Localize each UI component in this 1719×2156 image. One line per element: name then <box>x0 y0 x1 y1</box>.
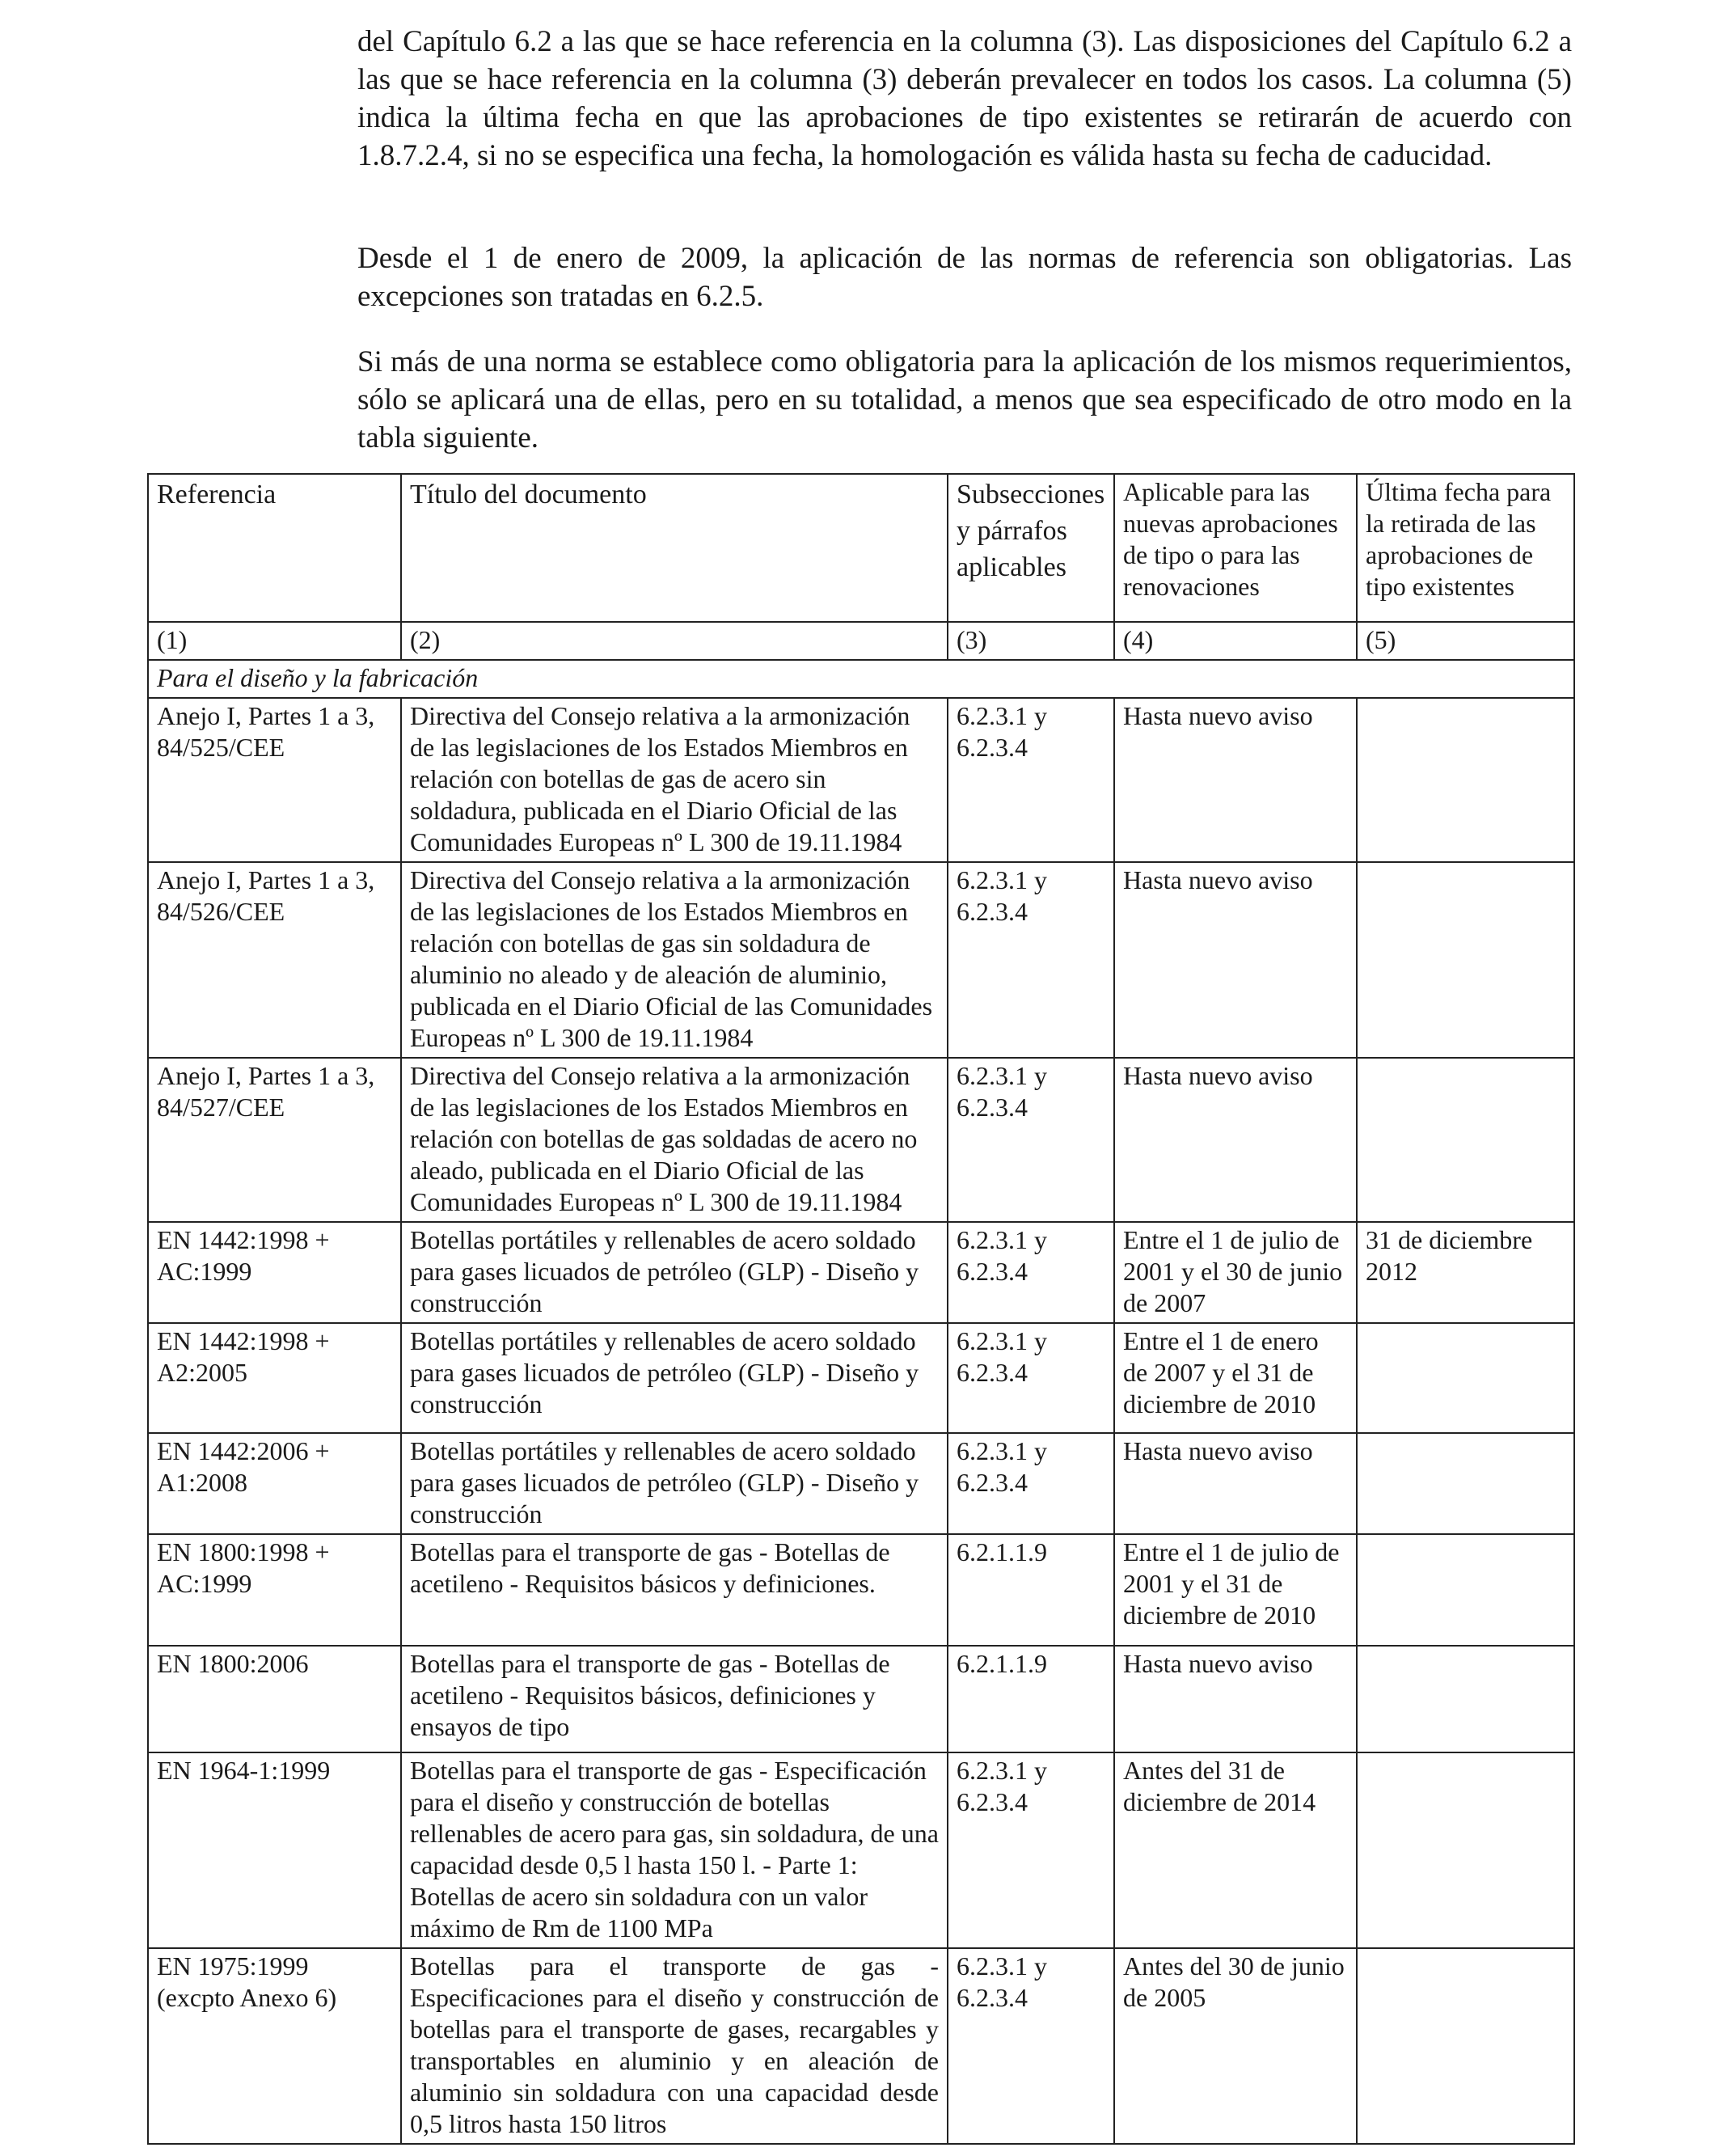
cell-subsections: 6.2.3.1 y 6.2.3.4 <box>948 1433 1114 1534</box>
header-row <box>148 474 1574 622</box>
section-title: Para el diseño y la fabricación <box>148 660 1574 698</box>
cell-subsections: 6.2.3.1 y 6.2.3.4 <box>948 698 1114 862</box>
cell-title: Directiva del Consejo relativa a la armonización de las legislaciones de los Estados Miembros en relación con botellas de gas de acero sin soldadura, publicada en el Diario Oficial de las Comunidades Europeas nº L 300 de 19.11.1984 <box>401 698 948 862</box>
table-row <box>148 1222 1574 1323</box>
cell-withdrawal <box>1357 1058 1574 1222</box>
cell-title: Directiva del Consejo relativa a la armonización de las legislaciones de los Estados Miembros en relación con botellas de gas soldadas de acero no aleado, publicada en el Diario Oficial de las Comunidades Europeas nº L 300 de 19.11.1984 <box>401 1058 948 1222</box>
intro-paragraph-2: Desde el 1 de enero de 2009, la aplicación de las normas de referencia son obligatorias. Las excepciones son tratadas en 6.2.5. <box>357 242 1572 313</box>
cell-subsections: 6.2.3.1 y 6.2.3.4 <box>948 1058 1114 1222</box>
cell-reference: EN 1800:2006 <box>148 1646 401 1752</box>
section-row <box>148 660 1574 698</box>
column-number-row <box>148 622 1574 660</box>
table-row <box>148 1752 1574 1948</box>
column-number: (3) <box>948 622 1114 660</box>
cell-subsections: 6.2.3.1 y 6.2.3.4 <box>948 1222 1114 1323</box>
cell-applicable: Antes del 31 de diciembre de 2014 <box>1114 1752 1357 1948</box>
intro-paragraph-3: Si más de una norma se establece como obligatoria para la aplicación de los mismos requerimientos, sólo se aplicará una de ellas, pero en su totalidad, a menos que sea especificado de otro modo en la tabla siguiente. <box>357 345 1572 454</box>
cell-title: Botellas para el transporte de gas - Especificaciones para el diseño y construcción de botellas para el transporte de gases, recargables y transportables en aluminio y en aleación de aluminio sin soldadura con una capacidad desde 0,5 litros hasta 150 litros <box>401 1948 948 2144</box>
cell-reference: Anejo I, Partes 1 a 3, 84/527/CEE <box>148 1058 401 1222</box>
cell-withdrawal: 31 de diciembre 2012 <box>1357 1222 1574 1323</box>
cell-applicable: Hasta nuevo aviso <box>1114 698 1357 862</box>
cell-withdrawal <box>1357 1534 1574 1646</box>
header-subsecciones: Subsecciones y párrafos aplicables <box>948 474 1114 622</box>
table-row <box>148 1433 1574 1534</box>
cell-reference: Anejo I, Partes 1 a 3, 84/526/CEE <box>148 862 401 1058</box>
header-ultima-fecha: Última fecha para la retirada de las aprobaciones de tipo existentes <box>1357 474 1574 622</box>
column-number: (5) <box>1357 622 1574 660</box>
cell-subsections: 6.2.3.1 y 6.2.3.4 <box>948 1323 1114 1433</box>
cell-applicable: Hasta nuevo aviso <box>1114 862 1357 1058</box>
table-row <box>148 1058 1574 1222</box>
table-row <box>148 1534 1574 1646</box>
column-number: (2) <box>401 622 948 660</box>
cell-withdrawal <box>1357 862 1574 1058</box>
column-number: (4) <box>1114 622 1357 660</box>
cell-applicable: Entre el 1 de enero de 2007 y el 31 de diciembre de 2010 <box>1114 1323 1357 1433</box>
cell-subsections: 6.2.3.1 y 6.2.3.4 <box>948 1948 1114 2144</box>
cell-withdrawal <box>1357 1948 1574 2144</box>
cell-subsections: 6.2.3.1 y 6.2.3.4 <box>948 1752 1114 1948</box>
table-row <box>148 1948 1574 2144</box>
cell-withdrawal <box>1357 698 1574 862</box>
cell-title: Botellas para el transporte de gas - Especificación para el diseño y construcción de botellas rellenables de acero para gas, sin soldadura, de una capacidad desde 0,5 l hasta 150 l. - Parte 1: Botellas de acero sin soldadura con un valor máximo de Rm de 1100 MPa <box>401 1752 948 1948</box>
table-row <box>148 1646 1574 1752</box>
cell-subsections: 6.2.1.1.9 <box>948 1534 1114 1646</box>
table-row <box>148 862 1574 1058</box>
cell-applicable: Hasta nuevo aviso <box>1114 1433 1357 1534</box>
cell-reference: EN 1964-1:1999 <box>148 1752 401 1948</box>
cell-reference: Anejo I, Partes 1 a 3, 84/525/CEE <box>148 698 401 862</box>
cell-applicable: Antes del 30 de junio de 2005 <box>1114 1948 1357 2144</box>
header-titulo: Título del documento <box>401 474 948 622</box>
cell-applicable: Hasta nuevo aviso <box>1114 1058 1357 1222</box>
cell-withdrawal <box>1357 1433 1574 1534</box>
header-referencia: Referencia <box>148 474 401 622</box>
cell-subsections: 6.2.3.1 y 6.2.3.4 <box>948 862 1114 1058</box>
cell-withdrawal <box>1357 1752 1574 1948</box>
cell-reference: EN 1442:2006 + A1:2008 <box>148 1433 401 1534</box>
cell-applicable: Hasta nuevo aviso <box>1114 1646 1357 1752</box>
cell-reference: EN 1975:1999 (excpto Anexo 6) <box>148 1948 401 2144</box>
table-row <box>148 698 1574 862</box>
cell-subsections: 6.2.1.1.9 <box>948 1646 1114 1752</box>
cell-title: Botellas portátiles y rellenables de acero soldado para gases licuados de petróleo (GLP) - Diseño y construcción <box>401 1323 948 1433</box>
cell-reference: EN 1800:1998 + AC:1999 <box>148 1534 401 1646</box>
column-number: (1) <box>148 622 401 660</box>
header-aplicable: Aplicable para las nuevas aprobaciones de tipo o para las renovaciones <box>1114 474 1357 622</box>
cell-withdrawal <box>1357 1323 1574 1433</box>
cell-reference: EN 1442:1998 + AC:1999 <box>148 1222 401 1323</box>
cell-title: Botellas portátiles y rellenables de acero soldado para gases licuados de petróleo (GLP) - Diseño y construcción <box>401 1433 948 1534</box>
cell-reference: EN 1442:1998 + A2:2005 <box>148 1323 401 1433</box>
cell-withdrawal <box>1357 1646 1574 1752</box>
intro-paragraph-1: del Capítulo 6.2 a las que se hace referencia en la columna (3). Las disposiciones del Capítulo 6.2 a las que se hace referencia en la columna (3) deberán prevalecer en todos los casos. La columna (5) indica la última fecha en que las aprobaciones de tipo existentes se retirarán de acuerdo con 1.8.7.2.4, si no se especifica una fecha, la homologación es válida hasta su fecha de caducidad. <box>357 25 1572 172</box>
cell-applicable: Entre el 1 de julio de 2001 y el 30 de junio de 2007 <box>1114 1222 1357 1323</box>
cell-title: Directiva del Consejo relativa a la armonización de las legislaciones de los Estados Miembros en relación con botellas de gas sin soldadura de aluminio no aleado y de aleación de aluminio, publicada en el Diario Oficial de las Comunidades Europeas nº L 300 de 19.11.1984 <box>401 862 948 1058</box>
cell-applicable: Entre el 1 de julio de 2001 y el 31 de diciembre de 2010 <box>1114 1534 1357 1646</box>
table-row <box>148 1323 1574 1433</box>
cell-title: Botellas para el transporte de gas - Botellas de acetileno - Requisitos básicos y definiciones. <box>401 1534 948 1646</box>
cell-title: Botellas para el transporte de gas - Botellas de acetileno - Requisitos básicos, definiciones y ensayos de tipo <box>401 1646 948 1752</box>
standards-table <box>147 473 1575 2145</box>
cell-title: Botellas portátiles y rellenables de acero soldado para gases licuados de petróleo (GLP) - Diseño y construcción <box>401 1222 948 1323</box>
